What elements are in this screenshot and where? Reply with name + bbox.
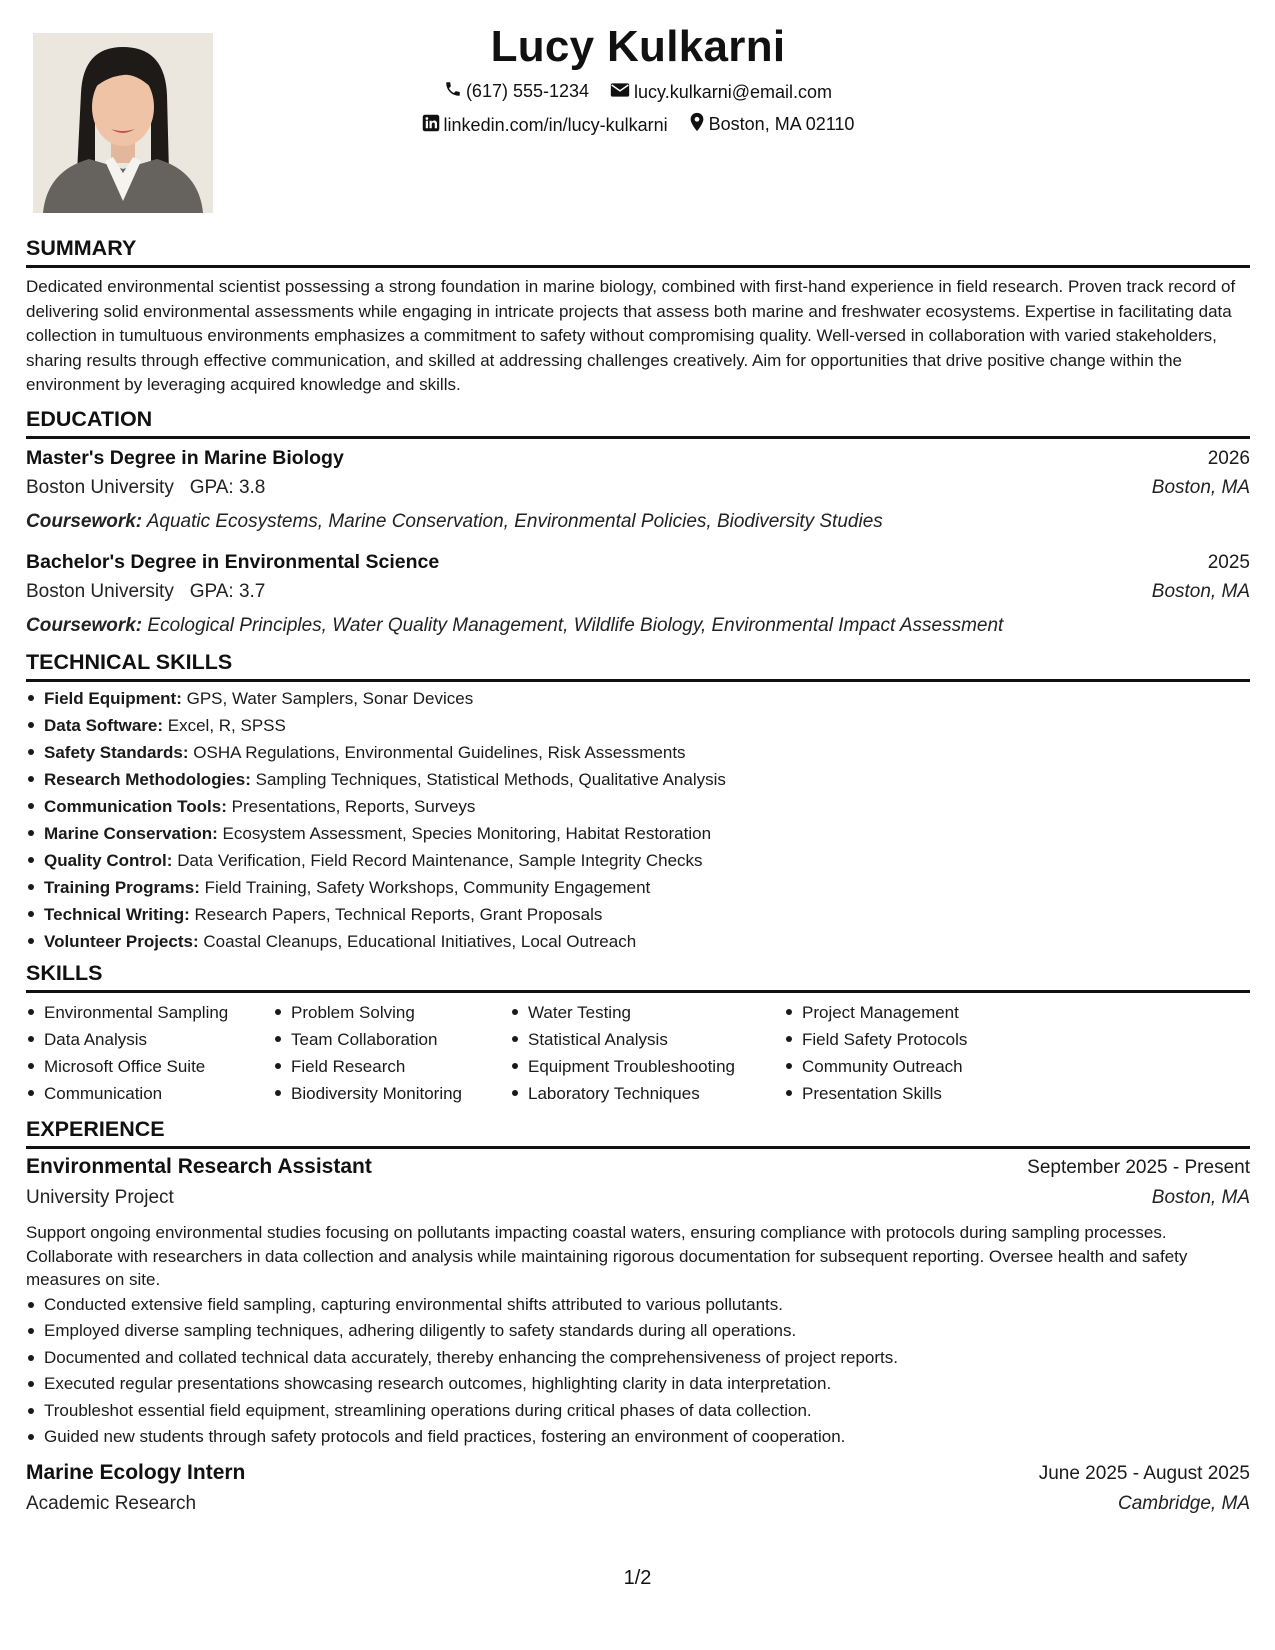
coursework-line xyxy=(26,507,1250,537)
graduation-year: 2025 xyxy=(1207,552,1250,573)
list-item: Documented and collated technical data accurately, thereby enhancing the comprehensiveness of project reports. xyxy=(26,1345,1250,1372)
list-item: Executed regular presentations showcasing research outcomes, highlighting clarity in data interpretation. xyxy=(26,1371,1250,1398)
job-dates: June 2025 - August 2025 xyxy=(1038,1462,1250,1484)
skill-category: Field Equipment: xyxy=(44,689,182,708)
skill-values: Excel, R, SPSS xyxy=(167,716,286,735)
list-item: Field Research xyxy=(273,1053,510,1080)
gpa: GPA: 3.8 xyxy=(189,477,266,498)
map-pin-icon xyxy=(689,112,709,137)
job-title: Marine Ecology Intern xyxy=(26,1460,246,1484)
list-item xyxy=(26,766,1250,793)
skills-column xyxy=(26,999,273,1107)
school-name: Boston University xyxy=(26,477,174,498)
skills-grid xyxy=(26,999,1250,1107)
list-item xyxy=(26,739,1250,766)
school-line xyxy=(26,581,265,603)
skill-values: Field Training, Safety Workshops, Community Engagement xyxy=(204,878,651,897)
job-description: Support ongoing environmental studies focusing on pollutants impacting coastal waters, ensuring compliance with protocols during sampling processes. Collaborate with researchers in data collection and analysis while maintaining rigorous documentation for subsequent reporting. Oversee health and safety measures on site. xyxy=(26,1223,1188,1289)
skill-category: Technical Writing: xyxy=(44,905,190,924)
list-item: Problem Solving xyxy=(273,999,510,1026)
skills-column xyxy=(273,999,510,1107)
summary-section xyxy=(26,235,1250,398)
education-section xyxy=(26,406,1250,641)
school-name: Boston University xyxy=(26,581,174,602)
skill-values: GPS, Water Samplers, Sonar Devices xyxy=(186,689,474,708)
list-item xyxy=(26,847,1250,874)
job-dates: September 2025 - Present xyxy=(1027,1157,1250,1178)
section-title-experience: EXPERIENCE xyxy=(26,1116,1250,1149)
skill-category: Safety Standards: xyxy=(44,743,189,762)
list-item: Guided new students through safety protocols and field practices, fostering an environment of cooperation. xyxy=(26,1424,1250,1451)
list-item: Team Collaboration xyxy=(273,1026,510,1053)
skill-values: Sampling Techniques, Statistical Methods, Qualitative Analysis xyxy=(255,770,726,789)
school-line xyxy=(26,477,265,499)
job-bullets xyxy=(26,1292,1250,1451)
coursework-label: Coursework: xyxy=(26,615,143,636)
graduation-year: 2026 xyxy=(1207,448,1250,469)
list-item: Troubleshot essential field equipment, streamlining operations during critical phases of data collection. xyxy=(26,1398,1250,1425)
coursework-list: Aquatic Ecosystems, Marine Conservation, Environmental Policies, Biodiversity Studies xyxy=(146,511,883,532)
school-location: Boston, MA xyxy=(1151,477,1250,498)
job-location: Cambridge, MA xyxy=(1118,1492,1250,1514)
list-item: Equipment Troubleshooting xyxy=(510,1053,784,1080)
skills-section xyxy=(26,960,1250,1107)
email-item xyxy=(610,82,832,103)
skill-values: Coastal Cleanups, Educational Initiatives, Local Outreach xyxy=(203,932,637,951)
education-entry xyxy=(26,551,1250,641)
section-title-education: EDUCATION xyxy=(26,406,1250,439)
skills-column xyxy=(510,999,784,1107)
resume-page xyxy=(26,0,1250,1650)
list-item xyxy=(26,712,1250,739)
list-item xyxy=(26,901,1250,928)
list-item: Microsoft Office Suite xyxy=(26,1053,273,1080)
job-organization: Academic Research xyxy=(26,1492,197,1514)
linkedin-item xyxy=(422,114,668,137)
job-location: Boston, MA xyxy=(1151,1187,1250,1208)
skill-values: Research Papers, Technical Reports, Grant Proposals xyxy=(194,905,603,924)
list-item: Community Outreach xyxy=(784,1053,1044,1080)
list-item: Statistical Analysis xyxy=(510,1026,784,1053)
job-organization: University Project xyxy=(26,1187,174,1208)
list-item: Water Testing xyxy=(510,999,784,1026)
list-item xyxy=(26,685,1250,712)
list-item xyxy=(26,874,1250,901)
skill-values: Presentations, Reports, Surveys xyxy=(231,797,476,816)
technical-skills-section xyxy=(26,649,1250,955)
list-item: Biodiversity Monitoring xyxy=(273,1080,510,1107)
list-item xyxy=(26,820,1250,847)
envelope-icon xyxy=(610,82,634,103)
skill-category: Volunteer Projects: xyxy=(44,932,199,951)
job-entry xyxy=(26,1461,1250,1523)
job-entry xyxy=(26,1155,1250,1451)
section-title-summary: SUMMARY xyxy=(26,235,1250,268)
skills-column xyxy=(784,999,1044,1107)
list-item: Employed diverse sampling techniques, adhering diligently to safety standards during all operations. xyxy=(26,1318,1250,1345)
degree-title: Master's Degree in Marine Biology xyxy=(26,447,344,469)
education-entry xyxy=(26,447,1250,537)
section-title-technical-skills: TECHNICAL SKILLS xyxy=(26,649,1250,682)
list-item: Project Management xyxy=(784,999,1044,1026)
skill-category: Communication Tools: xyxy=(44,797,227,816)
skill-category: Quality Control: xyxy=(44,851,173,870)
skill-values: Ecosystem Assessment, Species Monitoring, Habitat Restoration xyxy=(222,824,712,843)
contact-row-secondary xyxy=(26,112,1250,137)
degree-title: Bachelor's Degree in Environmental Science xyxy=(26,551,440,573)
section-title-skills: SKILLS xyxy=(26,960,1250,993)
list-item: Conducted extensive field sampling, capturing environmental shifts attributed to various pollutants. xyxy=(26,1292,1250,1319)
location-item xyxy=(689,112,855,137)
coursework-label: Coursework: xyxy=(26,511,143,532)
skill-category: Research Methodologies: xyxy=(44,770,251,789)
technical-skills-list xyxy=(26,685,1250,955)
skill-category: Data Software: xyxy=(44,716,164,735)
list-item: Data Analysis xyxy=(26,1026,273,1053)
skill-values: OSHA Regulations, Environmental Guidelines, Risk Assessments xyxy=(193,743,686,762)
candidate-name: Lucy Kulkarni xyxy=(490,22,786,71)
phone-icon xyxy=(444,80,466,103)
skill-values: Data Verification, Field Record Maintenance, Sample Integrity Checks xyxy=(177,851,703,870)
list-item xyxy=(26,928,1250,955)
location-text: Boston, MA 02110 xyxy=(708,114,855,134)
email-link[interactable]: lucy.kulkarni@email.com xyxy=(634,82,833,102)
skill-category: Training Programs: xyxy=(44,878,200,897)
skill-category: Marine Conservation: xyxy=(44,824,218,843)
contact-row-primary xyxy=(26,80,1250,103)
linkedin-icon xyxy=(422,114,444,137)
job-title: Environmental Research Assistant xyxy=(26,1155,372,1178)
experience-section xyxy=(26,1116,1250,1523)
summary-text: Dedicated environmental scientist possessing a strong foundation in marine biology, combined with first-hand experience in field research. Proven track record of delivering solid environmental assessments while engaging in intricate projects that assess both marine and freshwater ecosystems. Expertise in facilitating data collection in tumultuous environments emphasizes a commitment to safety without compromising quality. Well-versed in collaboration with varied stakeholders, sharing results through effective communication, and skilled at addressing challenges creatively. Aim for opportunities that drive positive change within the environment by leveraging acquired knowledge and skills. xyxy=(26,277,1236,394)
coursework-line xyxy=(26,611,1250,641)
list-item: Laboratory Techniques xyxy=(510,1080,784,1107)
coursework-list: Ecological Principles, Water Quality Management, Wildlife Biology, Environmental Impact Assessment xyxy=(147,615,1004,636)
linkedin-link[interactable]: linkedin.com/in/lucy-kulkarni xyxy=(443,115,668,135)
list-item xyxy=(26,793,1250,820)
list-item: Communication xyxy=(26,1080,273,1107)
list-item: Environmental Sampling xyxy=(26,999,273,1026)
list-item: Presentation Skills xyxy=(784,1080,1044,1107)
school-location: Boston, MA xyxy=(1151,581,1250,602)
list-item: Field Safety Protocols xyxy=(784,1026,1044,1053)
page-number: 1/2 xyxy=(623,1567,652,1589)
gpa: GPA: 3.7 xyxy=(189,581,266,602)
phone-item xyxy=(444,80,589,103)
phone-text[interactable]: (617) 555-1234 xyxy=(465,81,590,101)
